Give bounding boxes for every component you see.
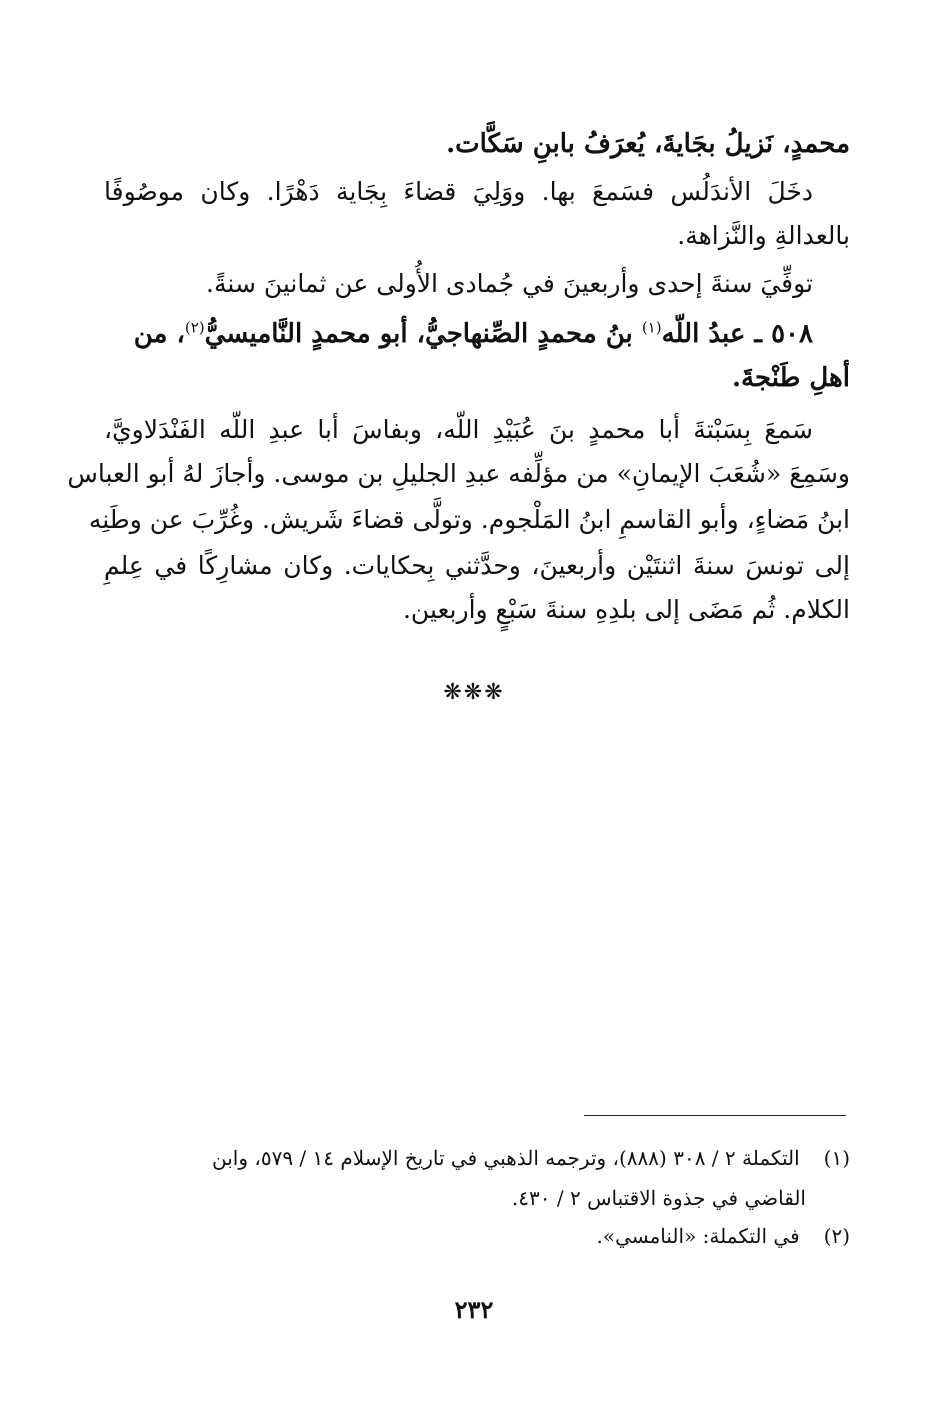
entry-508-body-line-4: إلى تونسَ سنةَ اثنتَيْن وأربعينَ، وحدَّثني بِحكايات. وكان مشارِكًا في عِلمِ — [104, 551, 850, 580]
footnote-1-line-2: القاضي في جذوة الاقتباس ٢ / ٤٣٠. — [511, 1186, 806, 1210]
entry-508-body-line-2: وسَمِعَ «شُعَبَ الإيمانِ» من مؤلِّفه عبدِ الجليلِ بن موسى. وأجازَ لهُ أبو العباس — [67, 459, 850, 488]
page-number: ٢٣٢ — [454, 1295, 494, 1324]
footnote-2-text: في التكملة: «النامسي». — [596, 1224, 800, 1248]
footnote-1-number: (١) — [823, 1146, 850, 1170]
footnote-1-text: التكملة ٢ / ٣٠٨ (٨٨٨)، وترجمه الذهبي في تاريخ الإسلام ١٤ / ٥٧٩، وابن — [212, 1146, 800, 1170]
entry-507-body-line-2: بالعدالةِ والنَّزاهة. — [677, 221, 850, 250]
entry-508-heading — [104, 312, 813, 356]
footnote-2-line-1 — [160, 1218, 850, 1254]
entry-508-number: ٥٠٨ ـ — [754, 319, 813, 349]
footnote-2-number: (٢) — [823, 1224, 850, 1248]
footnote-1-line-1 — [160, 1140, 850, 1176]
entry-507-body-line-3: توفِّيَ سنةَ إحدى وأربعينَ في جُمادى الأُولى عن ثمانينَ سنةً. — [206, 269, 813, 298]
entry-507-body-line-1: دخَلَ الأندَلُس فسَمعَ بها. ووَلِيَ قضاءَ بِجَاية دَهْرًا. وكان موصُوفًا — [104, 177, 813, 206]
entry-508-name-continued: بنُ محمدٍ الصِّنهاجيُّ، أبو محمدٍ النَّاميسيُّ — [204, 319, 633, 349]
entry-508-heading-line-2: أهلِ طَنْجةَ. — [732, 363, 850, 393]
footnote-divider — [584, 1115, 846, 1116]
entry-507-heading — [104, 122, 850, 166]
entry-508-body-line-1: سَمعَ بِسَبْتةَ أبا محمدٍ بنَ عُبَيْدِ اللّه، وبفاسَ أبا عبدِ اللّه الفَنْدَلاويَّ، — [104, 415, 813, 444]
entry-508-name-end: ، من — [133, 319, 185, 349]
section-separator: ❋❋❋ — [443, 680, 505, 705]
footnote-ref-1: (١) — [641, 318, 662, 337]
entry-508-body-line-3: ابنُ مَضاءٍ، وأبو القاسمِ ابنُ المَلْجوم. وتولَّى قضاءَ شَريش. وغُرِّبَ عن وطَنِه — [88, 505, 850, 534]
footnote-ref-2: (٢) — [184, 318, 205, 337]
entry-508-name: عبدُ اللّه — [661, 319, 746, 349]
entry-508-body-line-5: الكلام. ثُم مَضَى إلى بلدِهِ سنةَ سَبْعٍ وأربعين. — [402, 595, 850, 624]
entry-507-heading-text: محمدٍ، نَزيلُ بجَايةَ، يُعرَفُ بابنِ سَكَّات. — [446, 129, 850, 159]
